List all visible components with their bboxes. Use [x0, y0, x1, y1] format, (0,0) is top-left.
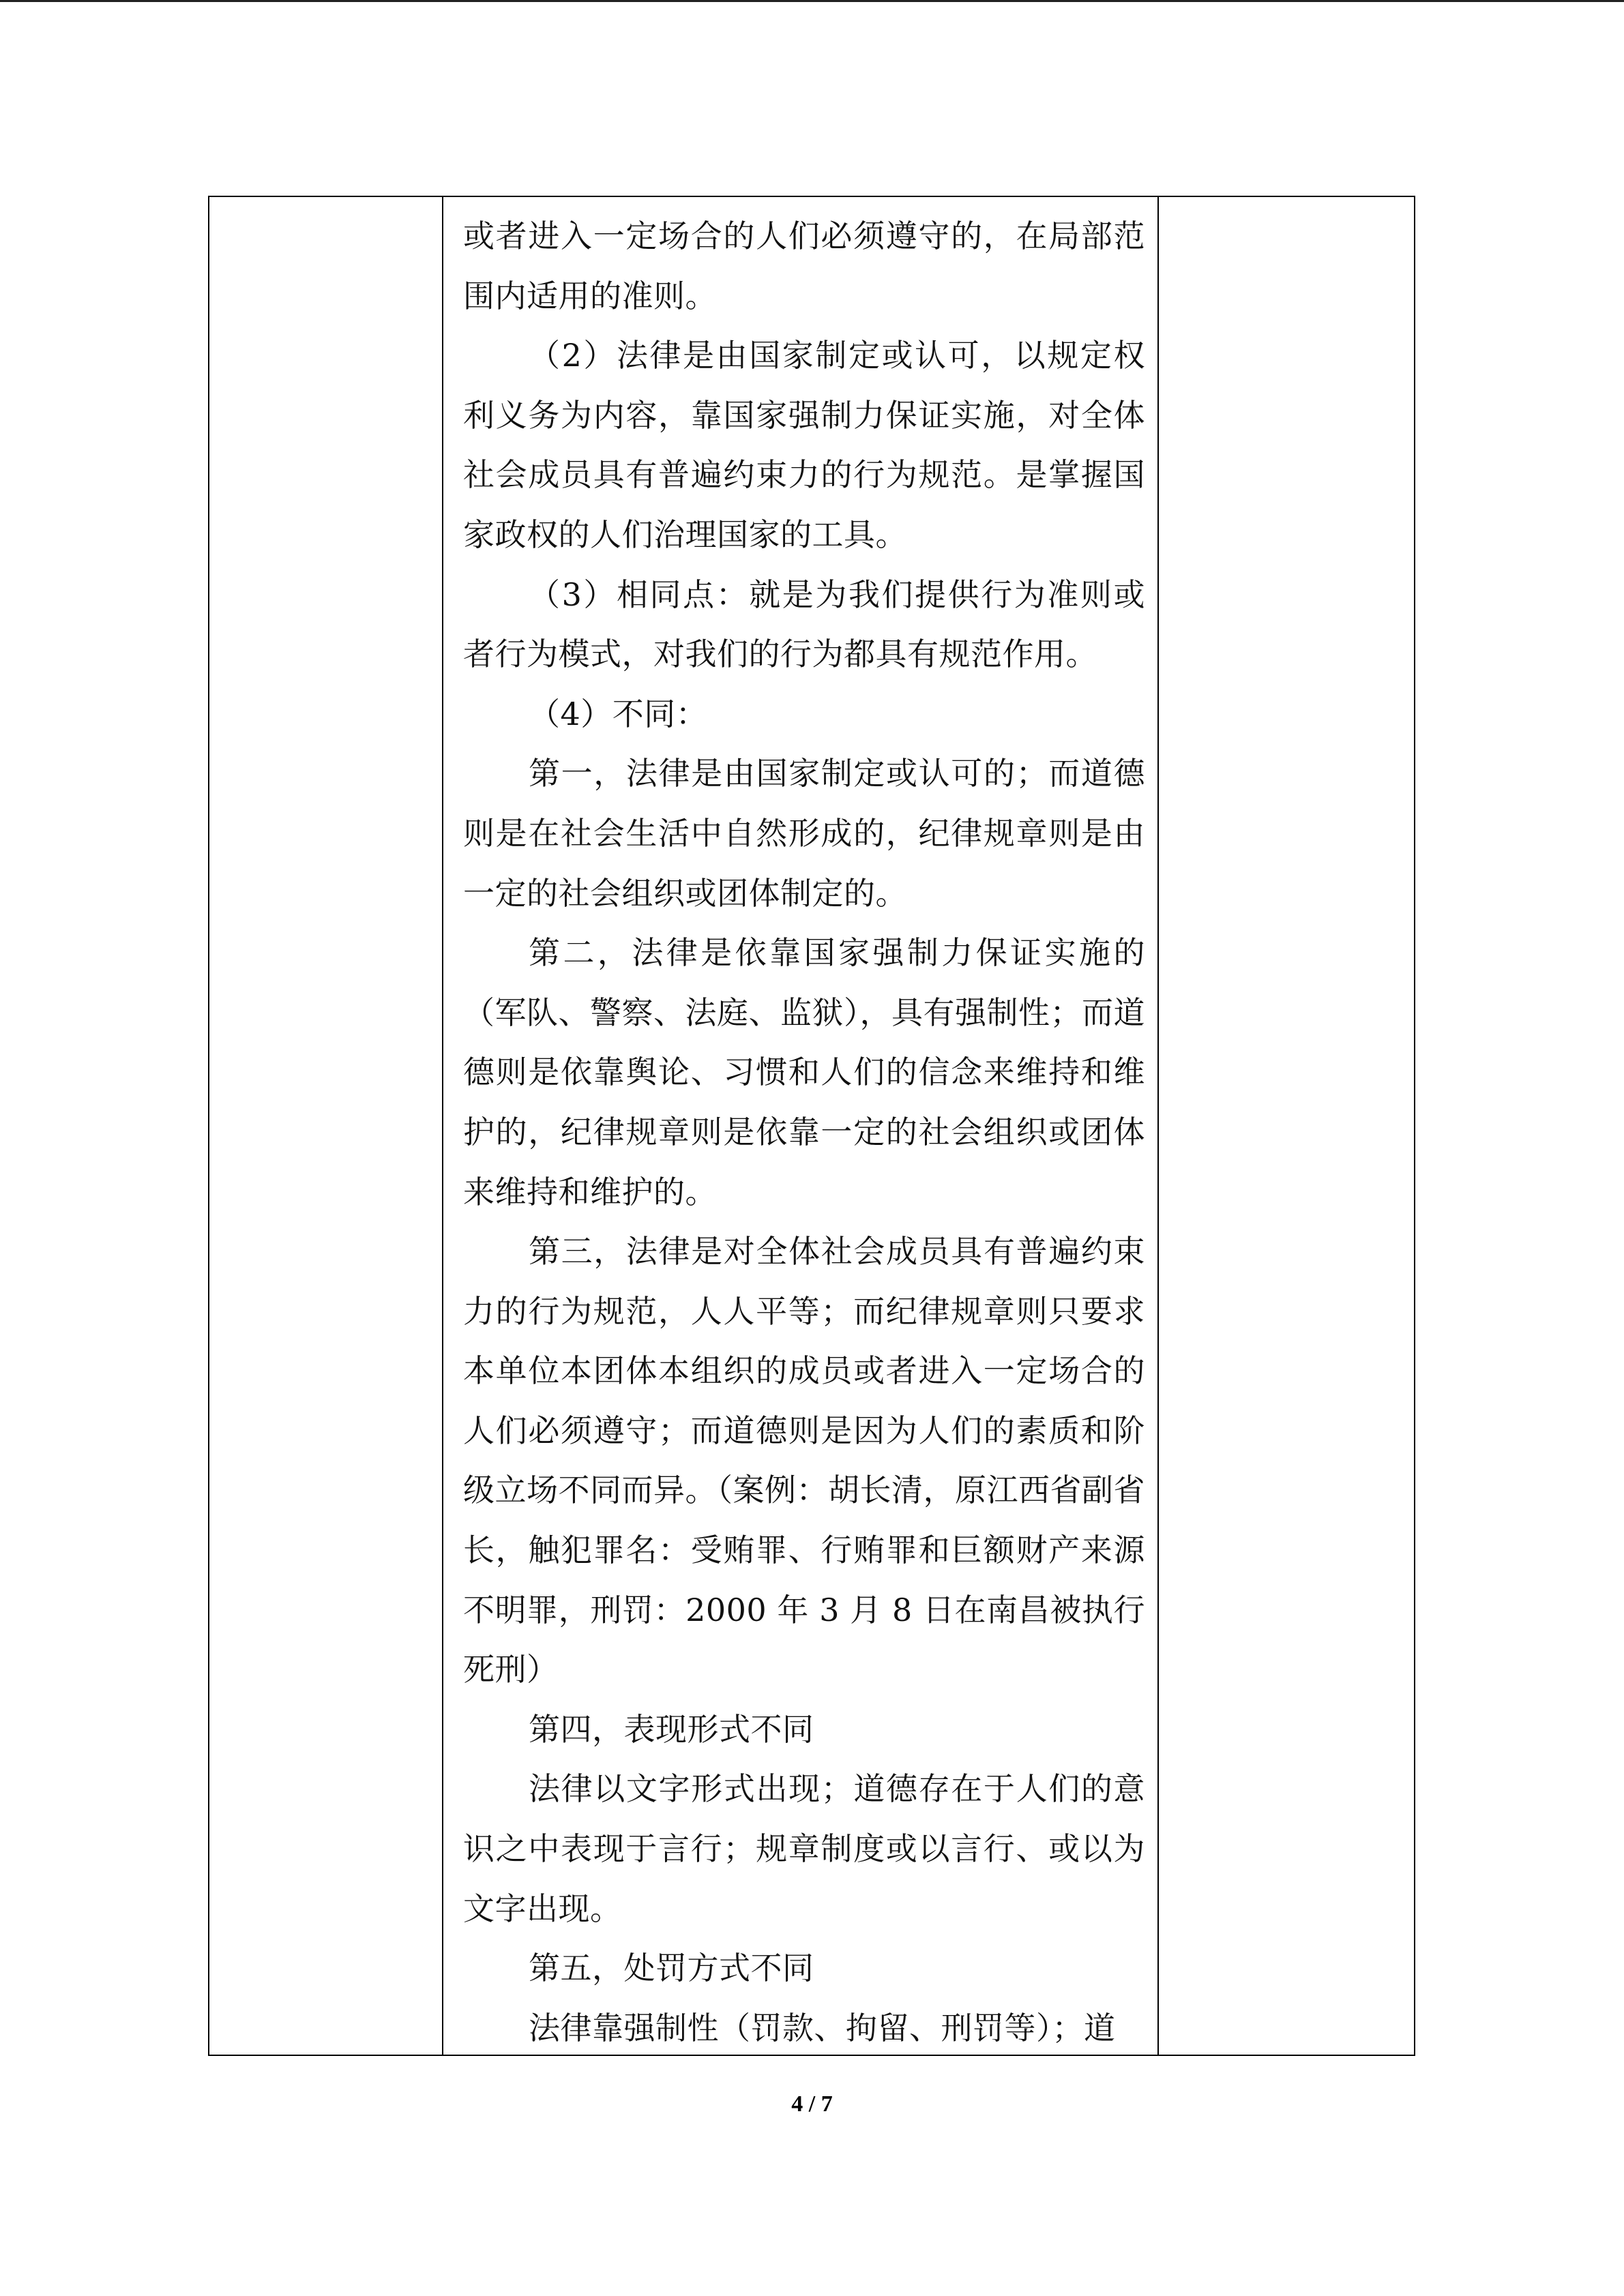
paragraph: 第一，法律是由国家制定或认可的；而道德则是在社会生活中自然形成的，纪律规章则是由一定的社会组织或团体制定的。	[463, 755, 1145, 912]
table-cell-right	[1159, 197, 1414, 2055]
table-cell-main	[463, 207, 1145, 2058]
paragraph: （4）不同：	[529, 695, 708, 732]
content-table	[208, 196, 1415, 2056]
paragraph: 第三，法律是对全体社会成员具有普遍约束力的行为规范，人人平等；而纪律规章则只要求本单位本团体本组织的成员或者进入一定场合的人们必须遵守；而道德则是因为人们的素质和阶级立场不同而异。（案例：胡长清，原江西省副省长，触犯罪名：受贿罪、行贿罪和巨额财产来源不明罪，刑罚：2000 年 3 月 8 日在南昌被执行死刑）	[463, 1233, 1145, 1688]
page-number: 4 / 7	[791, 2091, 833, 2117]
paragraph: （2）法律是由国家制定或认可，以规定权利义务为内容，靠国家强制力保证实施，对全体社会成员具有普遍约束力的行为规范。是掌握国家政权的人们治理国家的工具。	[463, 337, 1145, 553]
top-border-line	[0, 0, 1624, 2]
table-cell-left	[209, 197, 442, 2055]
paragraph: 第四，表现形式不同	[529, 1710, 814, 1748]
paragraph: 法律靠强制性（罚款、拘留、刑罚等）；道	[529, 2009, 1116, 2046]
paragraph: 或者进入一定场合的人们必须遵守的，在局部范围内适用的准则。	[463, 218, 1145, 314]
paragraph: 第二，法律是依靠国家强制力保证实施的（军队、警察、法庭、监狱），具有强制性；而道德则是依靠舆论、习惯和人们的信念来维持和维护的，纪律规章则是依靠一定的社会组织或团体来维持和维护的。	[463, 934, 1145, 1210]
table-column-divider	[442, 197, 443, 2055]
paragraph: （3）相同点：就是为我们提供行为准则或者行为模式，对我们的行为都具有规范作用。	[463, 576, 1145, 673]
paragraph: 第五，处罚方式不同	[529, 1950, 814, 1987]
paragraph: 法律以文字形式出现；道德存在于人们的意识之中表现于言行；规章制度或以言行、或以为文字出现。	[463, 1770, 1145, 1927]
